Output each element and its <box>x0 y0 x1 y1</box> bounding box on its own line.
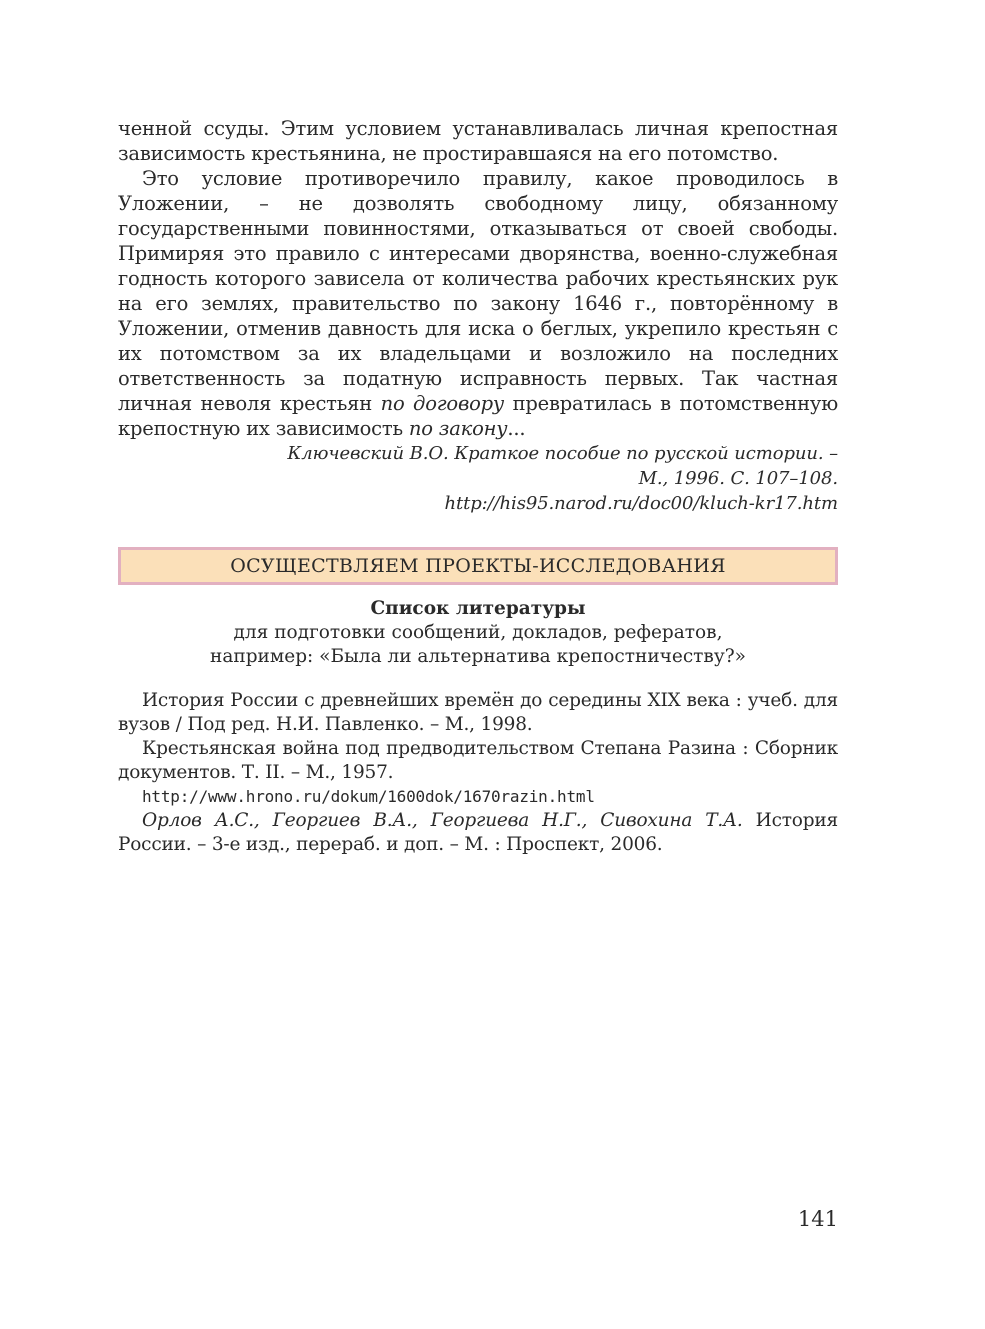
list-item: Крестьянская война под предводительством Степана Разина : Сборник документов. Т. II. – М., 1957. <box>118 738 838 783</box>
section-title: ОСУЩЕСТВЛЯЕМ ПРОЕКТЫ-ИССЛЕДОВАНИЯ <box>230 555 726 577</box>
emphasis-by-law: по закону <box>408 417 508 440</box>
literature-heading: Список литературы <box>370 598 586 619</box>
main-text <box>118 116 838 441</box>
list-item <box>118 785 838 809</box>
paragraph-2 <box>118 166 838 441</box>
literature-link[interactable]: http://www.hrono.ru/dokum/1600dok/1670razin.html <box>142 787 595 806</box>
literature-item-4-rest: История России. – 3-е изд., перераб. и доп. – М. : Проспект, 2006. <box>118 810 838 855</box>
paragraph-1: ченной ссуды. Этим условием устанавливалась личная крепостная зависимость крестьянина, не простиравшаяся на его потомство. <box>118 117 838 165</box>
paragraph-2-part-b: превратилась в потомственную крепостную их зависимость <box>118 392 838 440</box>
list-item: История России с древнейших времён до середины XIX века : учеб. для вузов / Под ред. Н.И. Павленко. – М., 1998. <box>118 690 838 735</box>
paragraph-2-part-c: ... <box>507 417 526 440</box>
literature-list <box>118 689 838 857</box>
paragraph-2-part-a: Это условие противоречило правилу, какое проводилось в Уложении, – не дозволять свободному лицу, обязанному государственными повинностями, отказываться от своей свободы. Примиряя это правило с интересами дворянства, военно-служебная годность которого зависела от количества рабочих крестьянских рук на его землях, правительство по закону 1646 г., повторённому в Уложении, отменив давность для иска о беглых, укрепило крестьян с их потомством за их владельцами и возложило на последних ответственность за податную исправность первых. Так частная личная неволя крестьян <box>118 167 838 415</box>
source-url: http://his95.narod.ru/doc00/kluch-kr17.htm <box>444 493 838 514</box>
emphasis-by-contract: по договору <box>380 392 505 415</box>
source-line-1: Ключевский В.О. Краткое пособие по русской истории. – <box>287 443 838 464</box>
source-line-2: М., 1996. С. 107–108. <box>638 468 838 489</box>
source-citation <box>118 441 838 516</box>
section-banner <box>118 547 838 585</box>
literature-header <box>118 597 838 669</box>
literature-subtitle-2: например: «Была ли альтернатива крепостничеству?» <box>210 646 746 667</box>
page-number: 141 <box>797 1207 838 1231</box>
list-item <box>118 809 838 857</box>
literature-authors: Орлов А.С., Георгиев В.А., Георгиева Н.Г., Сивохина Т.А. <box>142 810 743 831</box>
literature-subtitle-1: для подготовки сообщений, докладов, рефератов, <box>233 622 723 643</box>
